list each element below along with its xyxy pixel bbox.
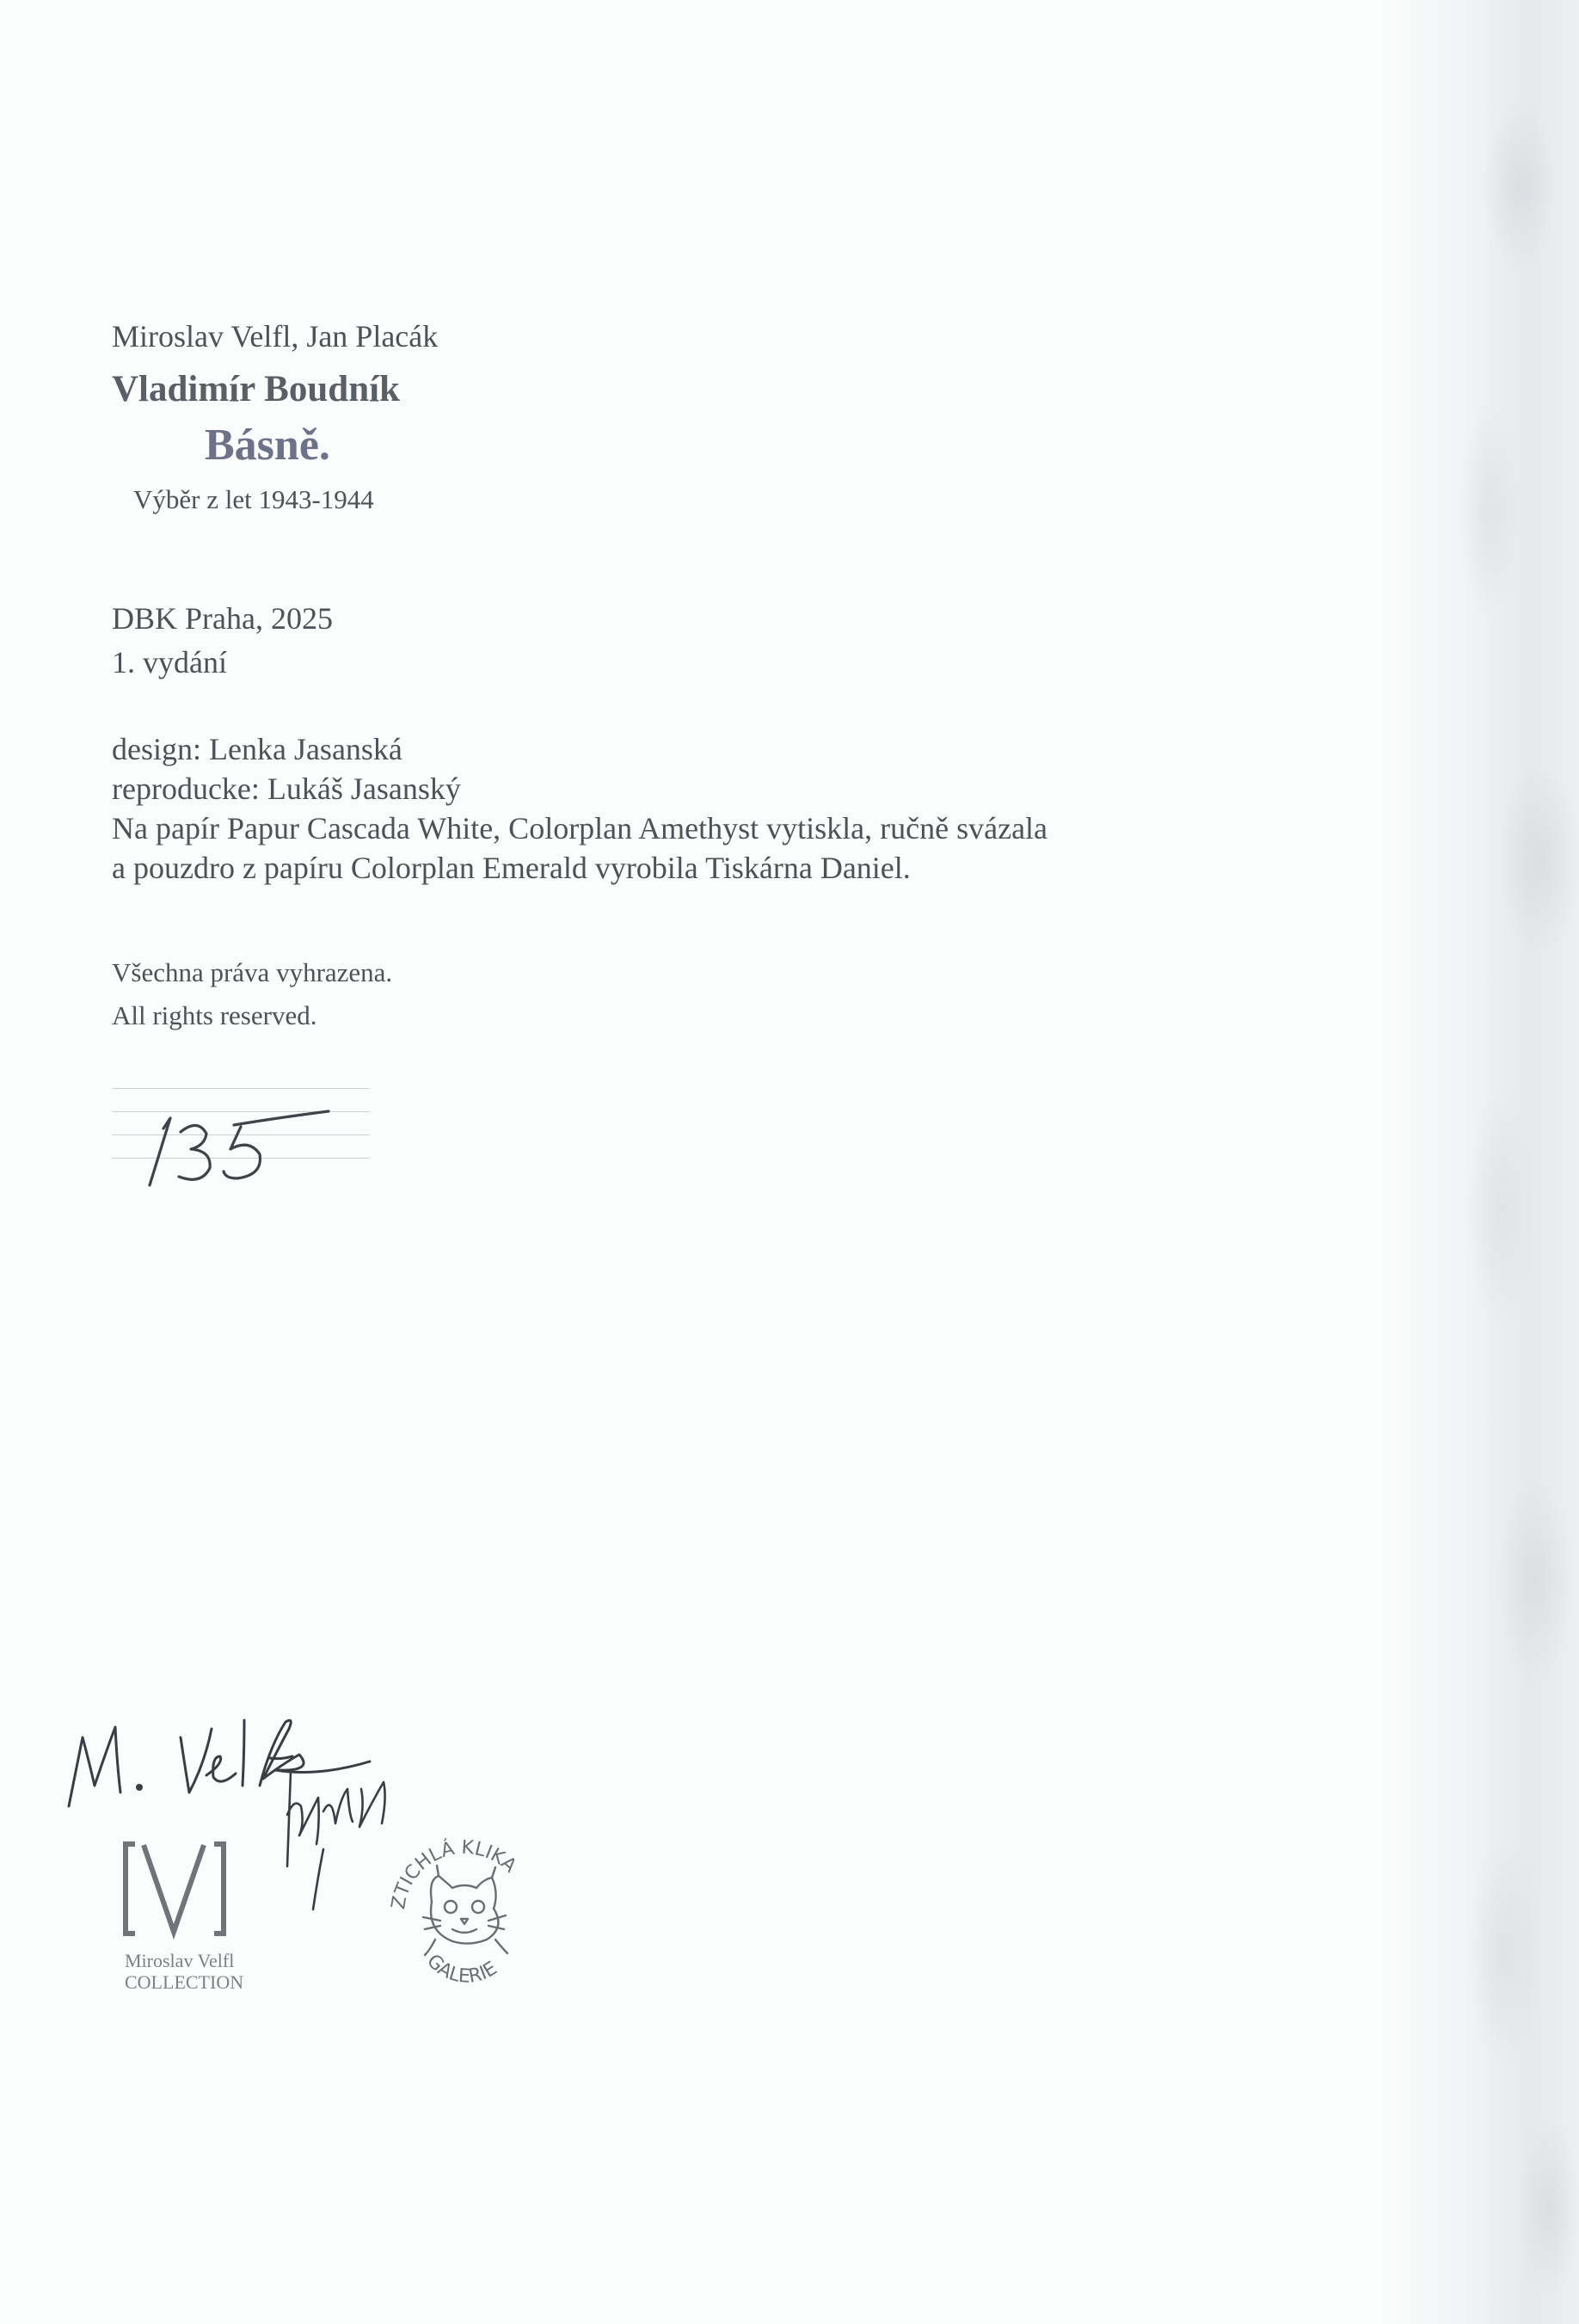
credits-block [112,729,1048,888]
book-title: Básně. [205,421,330,470]
credit-line-reproduction: reproducke: Lukáš Jasanský [112,772,461,806]
edition-line: 1. vydání [112,645,227,679]
paper-edge-shadow [1381,0,1579,2324]
book-author: Vladimír Boudník [112,369,400,409]
logo-caption-collection: COLLECTION [125,1971,244,1993]
book-subtitle: Výběr z let 1943-1944 [133,484,374,514]
credit-line-printing-1: Na papír Papur Cascada White, Colorplan Amethyst vytiskla, ručně svázala [112,811,1048,845]
credit-line-design: design: Lenka Jasanská [112,732,402,766]
rights-block [112,951,392,1037]
logo-caption-name: Miroslav Velfl [125,1950,235,1971]
rights-czech: Všechna práva vyhrazena. [112,957,393,987]
rights-english: All rights reserved. [112,1000,317,1030]
galerie-stamp [378,1819,550,2008]
cat-face-icon [423,1866,507,1955]
stamp-top-text: ZTICHLÁ KLIKA [388,1836,521,1911]
miroslav-velfl-collection-logo [122,1837,268,1940]
credit-line-printing-2: a pouzdro z papíru Colorplan Emerald vyrobila Tiskárna Daniel. [112,851,911,885]
publisher-line: DBK Praha, 2025 [112,601,333,636]
authors-line: Miroslav Velfl, Jan Placák [112,319,439,354]
logo-caption [125,1950,243,1993]
ruled-line [112,1088,370,1089]
stamp-bottom-text: GALERIE [422,1950,501,1988]
handwritten-copy-number [138,1092,344,1191]
